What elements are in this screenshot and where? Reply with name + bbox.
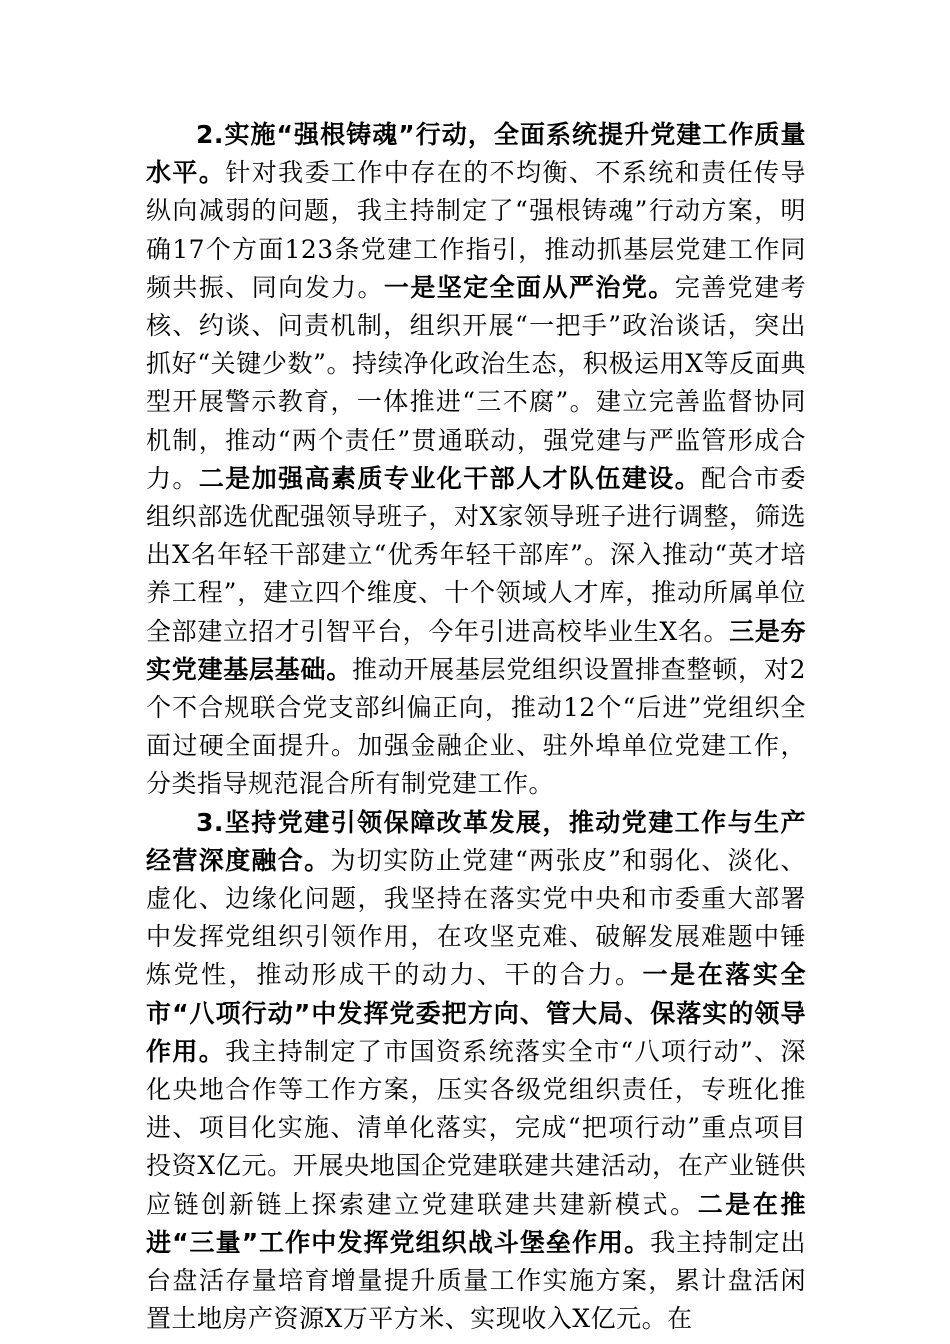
body-text: 完善党建考核、约谈、问责机制，组织开展“一把手”政治谈话，突出抓好“关键少数”。持续净化政治生态，积极运用X等反面典型开展警示教育，一体推进“三不腐”。建立完善监督协同机制，推动“两个责任”贯通联动，强党建与严监管形成合力。 xyxy=(146,272,806,493)
subheading-three-quantities: 二是在推进“三量”工作中发挥党组织战斗堡垒作用。 xyxy=(146,1189,806,1257)
subheading-grassroots-foundation: 三是夯实党建基层基础。 xyxy=(146,616,806,684)
body-text: 我主持制定出台盘活存量培育增量提升质量工作实施方案，累计盘活闲置土地房产资源X万平方米、实现收入X亿元。在 xyxy=(146,1227,806,1334)
heading-strong-roots-action: 2.实施“强根铸魂”行动，全面系统提升党建工作质量水平。 xyxy=(146,120,806,188)
body-text: 我主持制定了市国资系统落实全市“八项行动”、深化央地合作等工作方案，压实各级党组织责任，专班化推进、项目化实施、清单化落实，完成“把项行动”重点项目投资X亿元。开展央地国企党建联建共建活动，在产业链供应链创新链上探索建立党建联建共建新模式。 xyxy=(146,1036,806,1219)
subheading-cadre-team: 二是加强高素质专业化干部人才队伍建设。 xyxy=(198,463,702,493)
subheading-eight-actions: 一是在落实全市“八项行动”中发挥党委把方向、管大局、保落实的领导作用。 xyxy=(146,960,806,1066)
body-text: 为切实防止党建“两张皮”和弱化、淡化、虚化、边缘化问题，我坚持在落实党中央和市委重大部署中发挥党组织引领作用，在攻坚克难、破解发展难题中锤炼党性，推动形成干的动力、干的合力。 xyxy=(146,845,806,990)
document-page xyxy=(146,116,806,1339)
paragraph-reform-development xyxy=(146,804,806,1339)
subheading-strict-governance: 一是坚定全面从严治党。 xyxy=(383,272,675,302)
heading-party-leads-reform: 3.坚持党建引领保障改革发展，推动党建工作与生产经营深度融合。 xyxy=(146,807,806,875)
body-text: 推动开展基层党组织设置排查整顿，对2个不合规联合党支部纠偏正向，推动12个“后进”党组织全面过硬全面提升。加强金融企业、驻外埠单位党建工作，分类指导规范混合所有制党建工作。 xyxy=(146,654,806,799)
body-text: 针对我委工作中存在的不均衡、不系统和责任传导纵向减弱的问题，我主持制定了“强根铸魂”行动方案，明确17个方面123条党建工作指引，推动抓基层党建工作同频共振、同向发力。 xyxy=(146,158,806,302)
body-text: 配合市委组织部选优配强领导班子，对X家领导班子进行调整，筛选出X名年轻干部建立“优秀年轻干部库”。深入推动“英才培养工程”，建立四个维度、十个领域人才库，推动所属单位全部建立招才引智平台，今年引进高校毕业生X名。 xyxy=(146,463,806,646)
paragraph-party-building-quality xyxy=(146,116,806,804)
